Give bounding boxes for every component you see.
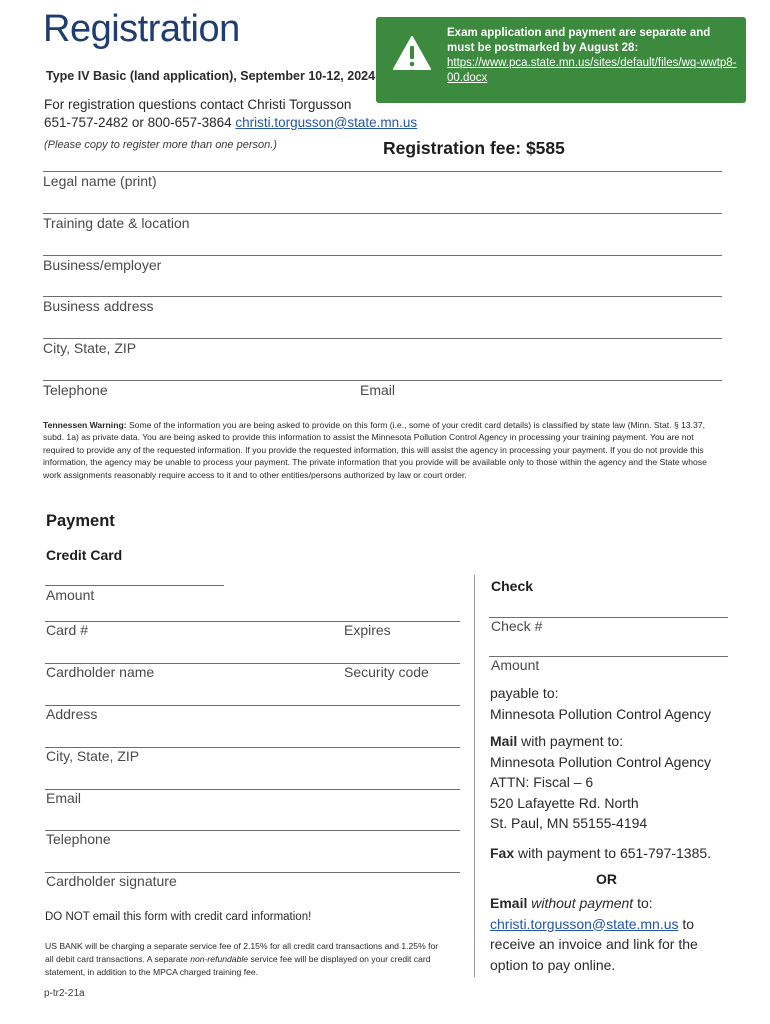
warning-icon bbox=[392, 35, 432, 71]
telephone-label: Telephone bbox=[43, 382, 108, 398]
cc-city-label: City, State, ZIP bbox=[46, 748, 140, 764]
city-label: City, State, ZIP bbox=[43, 340, 137, 356]
or-separator: OR bbox=[596, 871, 617, 887]
business-label: Business/employer bbox=[43, 257, 162, 273]
check-number-label: Check # bbox=[491, 618, 543, 634]
cc-telephone-label: Telephone bbox=[46, 831, 111, 847]
usbank-italic: non-refundable bbox=[190, 954, 249, 964]
card-number-label: Card # bbox=[46, 622, 89, 638]
registration-fee: Registration fee: $585 bbox=[383, 138, 565, 158]
alert-text bbox=[447, 26, 737, 86]
alert-link[interactable]: https://www.pca.state.mn.us/sites/default/files/wq-wwtp8-00.docx bbox=[447, 57, 737, 84]
usbank-text-2: service fee will be displayed on your credit card statement, in addition to the MPCA charged training fee. bbox=[45, 954, 431, 977]
email-line-3: option to pay online. bbox=[490, 956, 616, 973]
email-address-link[interactable]: christi.torgusson@state.mn.us bbox=[490, 915, 679, 932]
mail-line-3: 520 Lafayette Rd. North bbox=[490, 794, 639, 811]
telephone-line bbox=[43, 380, 722, 381]
form-code: p-tr2-21a bbox=[44, 988, 85, 999]
deadline-alert bbox=[376, 17, 746, 103]
contact-phones: 651-757-2482 or 800-657-3864 bbox=[44, 115, 236, 130]
usbank-note bbox=[45, 940, 445, 979]
mail-block bbox=[490, 731, 711, 834]
cardholder-label: Cardholder name bbox=[46, 664, 155, 680]
check-heading: Check bbox=[491, 578, 534, 594]
mail-line-4: St. Paul, MN 55155-4194 bbox=[490, 815, 648, 831]
payable-to-label: payable to: bbox=[490, 685, 559, 701]
course-subtitle: Type IV Basic (land application), September 10-12, 2024 bbox=[46, 69, 376, 83]
email-to: to: bbox=[633, 895, 653, 911]
contact-line: For registration questions contact Christi Torgusson bbox=[44, 97, 352, 112]
warning-text: Some of the information you are being asked to provide on this form (i.e., some of your credit card details) is classified by state law (Minn. Stat. § 13.37, subd. 1a) as private data. You are being asked to provide this information to assist the Minnesota Pollution Control Agency in processing your training payment. You are not required to provide any of the requested information. If you provide the requested information, this will assist the agency in processing your payment. If you do not provide this information, the agency may be unable to process your payment. The private information that you provide will be available only to those within the agency and the State whose work assignments reasonably require access to it and to other entities/persons authorized by law or court order. bbox=[43, 420, 707, 480]
legal-name-label: Legal name (print) bbox=[43, 173, 157, 189]
email-italic: without payment bbox=[527, 895, 634, 911]
cc-address-label: Address bbox=[46, 706, 98, 722]
legal-name-field[interactable] bbox=[43, 171, 722, 210]
contact-email-link[interactable]: christi.torgusson@state.mn.us bbox=[235, 115, 418, 130]
do-not-email-note: DO NOT email this form with credit card information! bbox=[45, 911, 312, 923]
training-label: Training date & location bbox=[43, 215, 190, 231]
mail-heading-line bbox=[490, 731, 711, 752]
signature-label: Cardholder signature bbox=[46, 873, 177, 889]
training-field[interactable] bbox=[43, 213, 722, 252]
fax-line bbox=[490, 843, 711, 864]
business-address-label: Business address bbox=[43, 298, 154, 314]
payable-block bbox=[490, 683, 711, 724]
cc-email-line[interactable] bbox=[45, 789, 460, 790]
mail-line-1: Minnesota Pollution Control Agency bbox=[490, 753, 712, 770]
cc-address-line[interactable] bbox=[45, 705, 460, 706]
email-address-line bbox=[490, 914, 698, 935]
card-line[interactable] bbox=[45, 621, 460, 622]
email-line-2: receive an invoice and link for the bbox=[490, 936, 698, 952]
security-code-label: Security code bbox=[344, 664, 429, 680]
fax-text: with payment to 651-797-1385. bbox=[514, 845, 712, 861]
warning-label: Tennessen Warning: bbox=[43, 420, 127, 430]
usbank-text-1: US BANK will be charging a separate service fee of 2.15% for all credit card transactions and 1.25% for all debit card transactions. A separate bbox=[45, 941, 439, 964]
contact-phones-line bbox=[44, 114, 417, 132]
email-block bbox=[490, 893, 698, 975]
amount-line[interactable] bbox=[45, 585, 224, 586]
business-address-field[interactable] bbox=[43, 296, 722, 335]
email-payment-label: Email bbox=[490, 895, 528, 911]
mail-label: Mail bbox=[490, 733, 518, 749]
payee-name: Minnesota Pollution Control Agency bbox=[490, 705, 712, 722]
payment-heading: Payment bbox=[46, 512, 115, 530]
cc-amount-label: Amount bbox=[46, 587, 95, 603]
fax-label: Fax bbox=[490, 845, 515, 861]
page-title: Registration bbox=[43, 8, 240, 50]
credit-card-heading: Credit Card bbox=[46, 547, 123, 563]
email-after: to bbox=[678, 915, 695, 932]
check-amount-label: Amount bbox=[491, 657, 540, 673]
email-heading-line bbox=[490, 893, 698, 914]
alert-message: Exam application and payment are separate and must be postmarked by August 28: bbox=[447, 27, 711, 54]
mail-line-2: ATTN: Fiscal – 6 bbox=[490, 774, 594, 790]
city-field[interactable] bbox=[43, 338, 722, 377]
business-field[interactable] bbox=[43, 255, 722, 294]
tennessen-warning bbox=[43, 419, 723, 481]
column-divider bbox=[474, 575, 475, 977]
contact-info bbox=[44, 96, 417, 132]
email-label: Email bbox=[360, 382, 396, 398]
copy-note: (Please copy to register more than one person.) bbox=[44, 139, 277, 151]
expires-label: Expires bbox=[344, 622, 391, 638]
mail-text: with payment to: bbox=[517, 733, 624, 749]
cc-email-label: Email bbox=[46, 790, 82, 806]
